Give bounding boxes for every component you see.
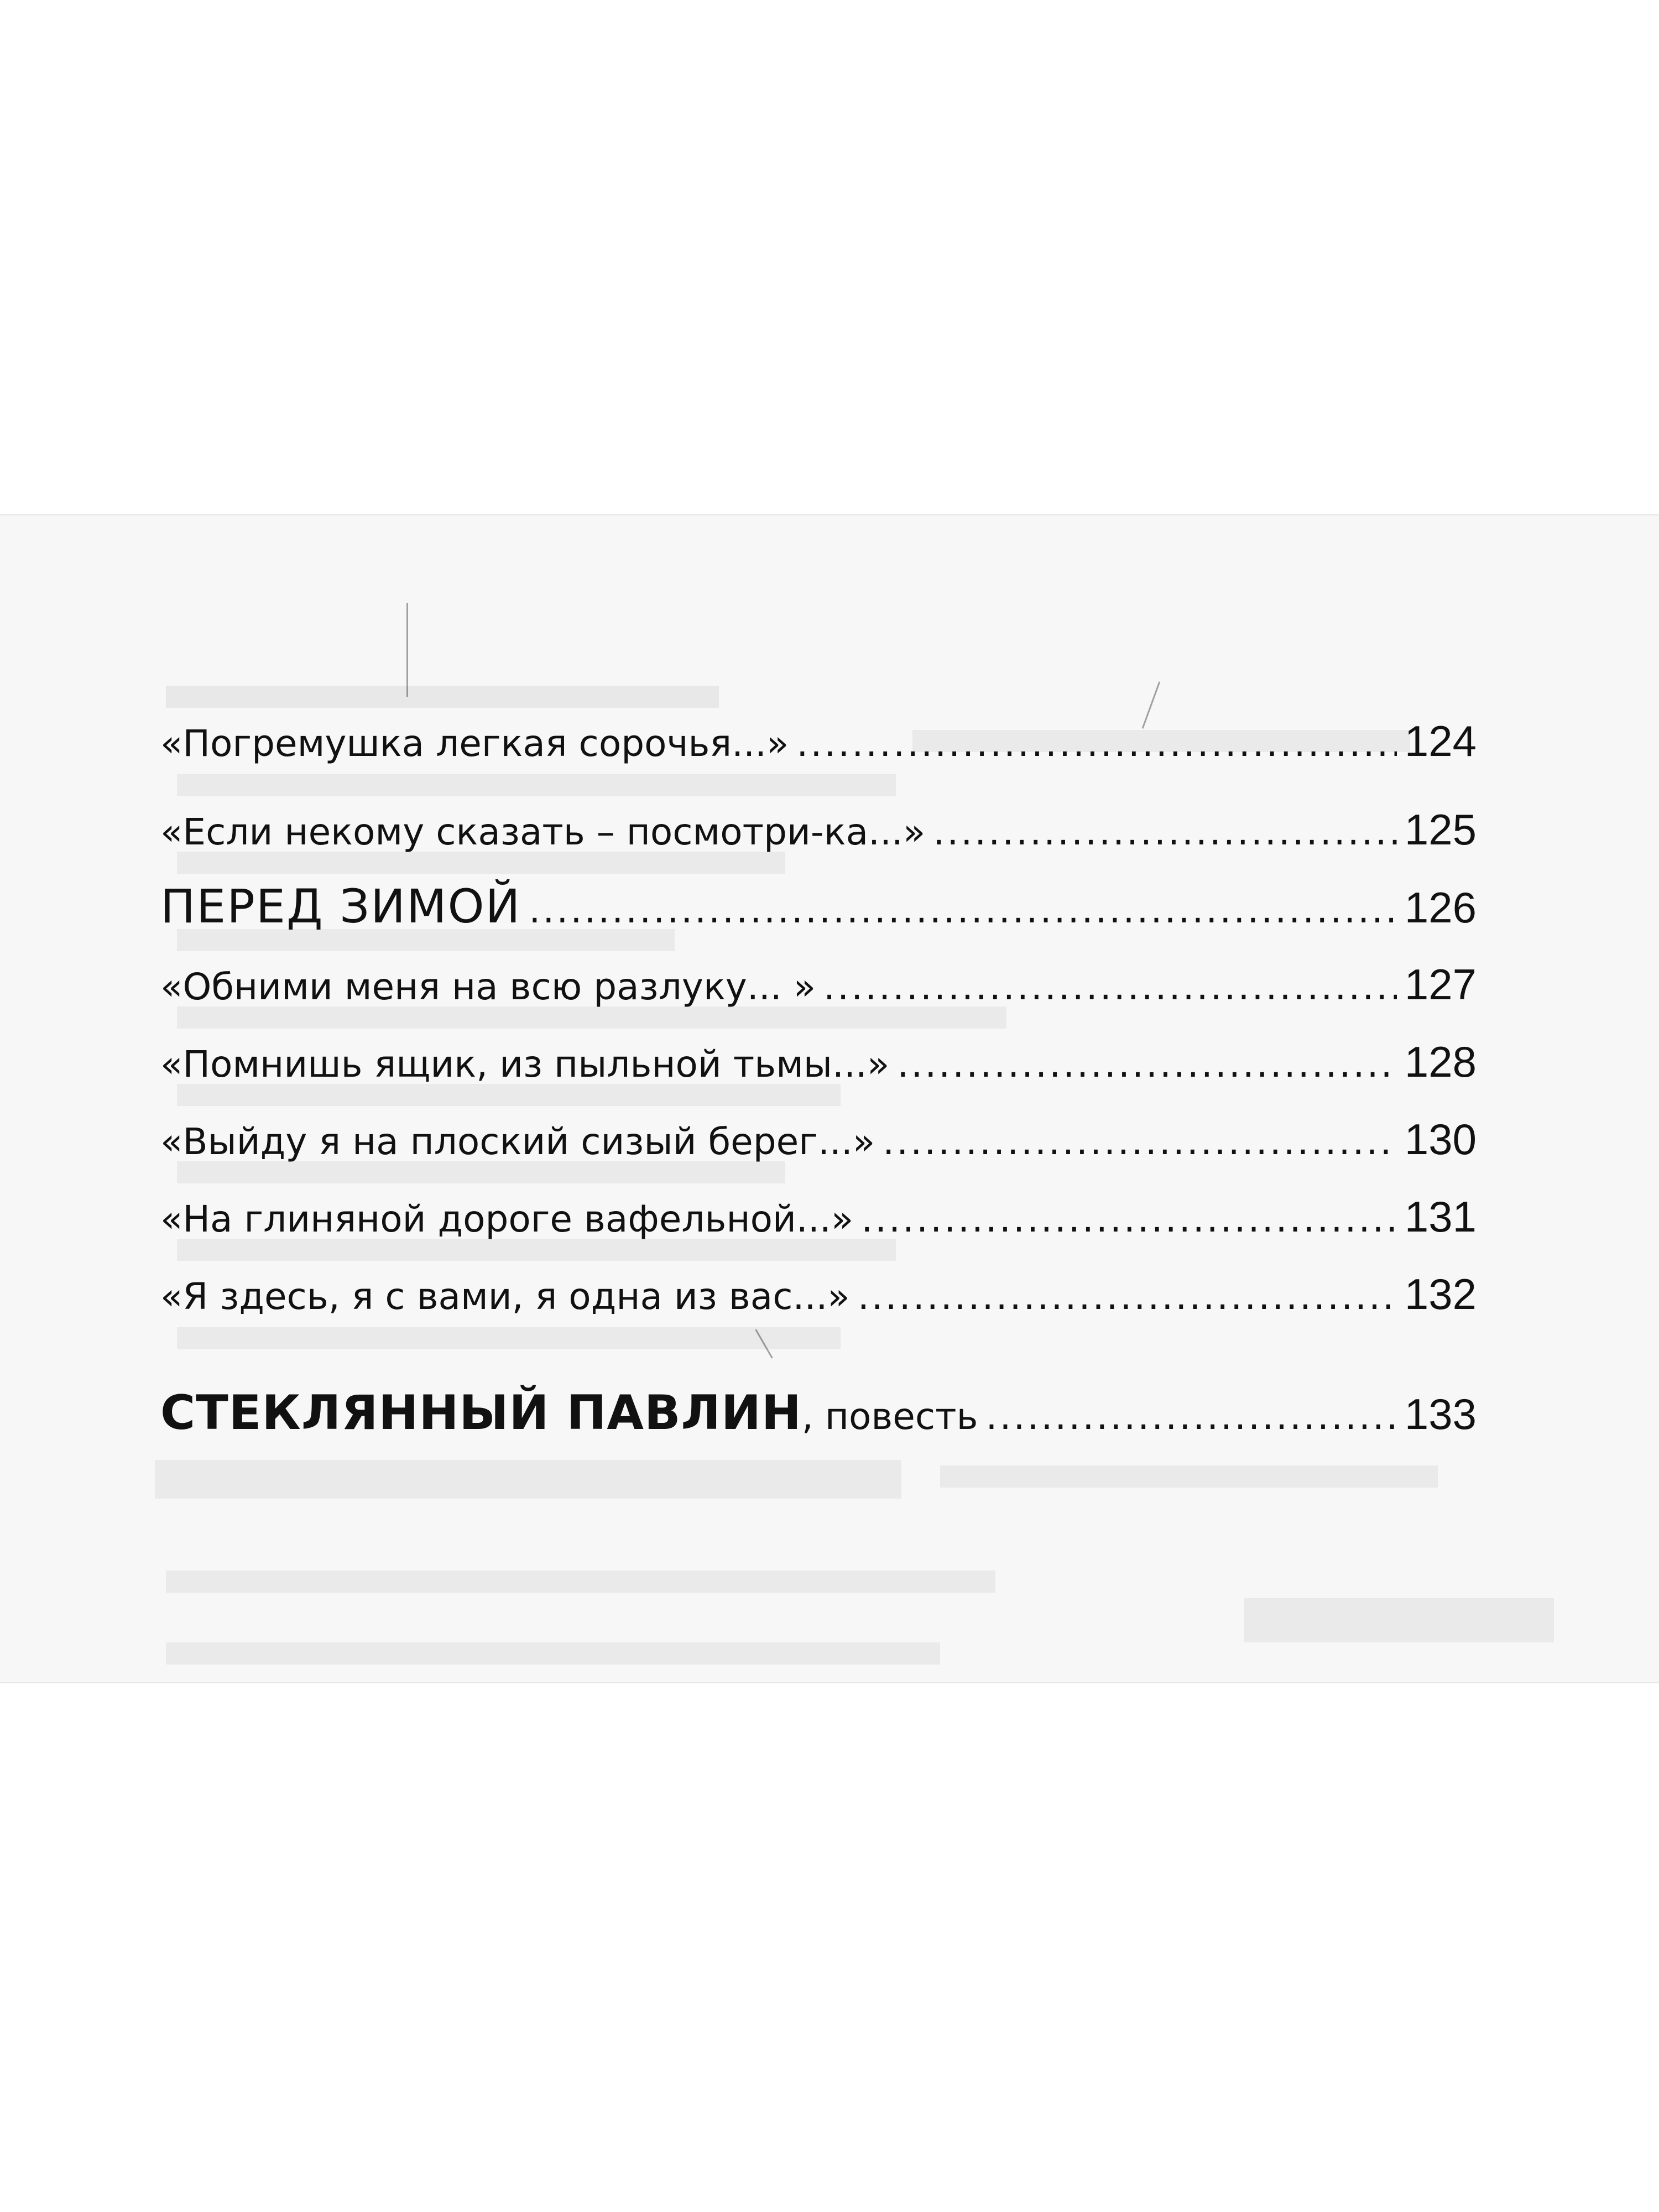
toc-entry [160, 716, 1477, 766]
toc-entry-page: 131 [1404, 1192, 1477, 1241]
toc-entry-page: 125 [1404, 805, 1477, 854]
dot-leader [858, 1275, 1397, 1318]
toc-entry [160, 959, 1477, 1010]
toc-entry-page: 127 [1404, 960, 1477, 1009]
toc-story-title-group [160, 1385, 978, 1441]
toc-entry-title: «Помнишь ящик, из пыльной тьмы...» [160, 1043, 890, 1086]
toc-section-title: ПЕРЕД ЗИМОЙ [160, 879, 521, 933]
toc-entry [160, 1114, 1477, 1165]
toc-entry-title: «Выйду я на плоский сизый берег...» [160, 1120, 875, 1163]
toc-entry [160, 805, 1477, 855]
dot-leader [883, 1120, 1397, 1163]
toc-entry-title: «Обними меня на всю разлуку... » [160, 966, 816, 1008]
toc-story-title: СТЕКЛЯННЫЙ ПАВЛИН [160, 1385, 802, 1441]
toc-entry [160, 1269, 1477, 1319]
toc-entry-page: 124 [1404, 717, 1477, 765]
toc-entry-page: 128 [1404, 1037, 1477, 1086]
toc-entry-title: «Погремушка легкая сорочья...» [160, 722, 789, 765]
dot-leader [796, 722, 1396, 765]
dot-leader [897, 1043, 1397, 1086]
toc-entry-title: «Я здесь, я с вами, я одна из вас...» [160, 1275, 850, 1318]
scratch-mark [406, 603, 408, 697]
toc-story-entry [160, 1385, 1477, 1441]
toc-entry [160, 1192, 1477, 1242]
toc-entry-page: 132 [1404, 1270, 1477, 1318]
toc-entry-page: 133 [1404, 1390, 1477, 1438]
dot-leader [933, 811, 1397, 853]
toc-entry-title: «На глиняной дороге вафельной...» [160, 1198, 854, 1240]
dot-leader [529, 889, 1396, 931]
dot-leader [861, 1198, 1397, 1240]
toc-story-suffix: , повесть [801, 1395, 978, 1438]
dot-leader [823, 966, 1397, 1008]
dot-leader [986, 1395, 1397, 1438]
toc-entry-page: 126 [1404, 883, 1477, 932]
toc-entry [160, 1037, 1477, 1087]
toc-entry-page: 130 [1404, 1115, 1477, 1164]
toc-section-heading [160, 879, 1477, 933]
toc-entry-title: «Если некому сказать – посмотри-ка...» [160, 811, 926, 853]
